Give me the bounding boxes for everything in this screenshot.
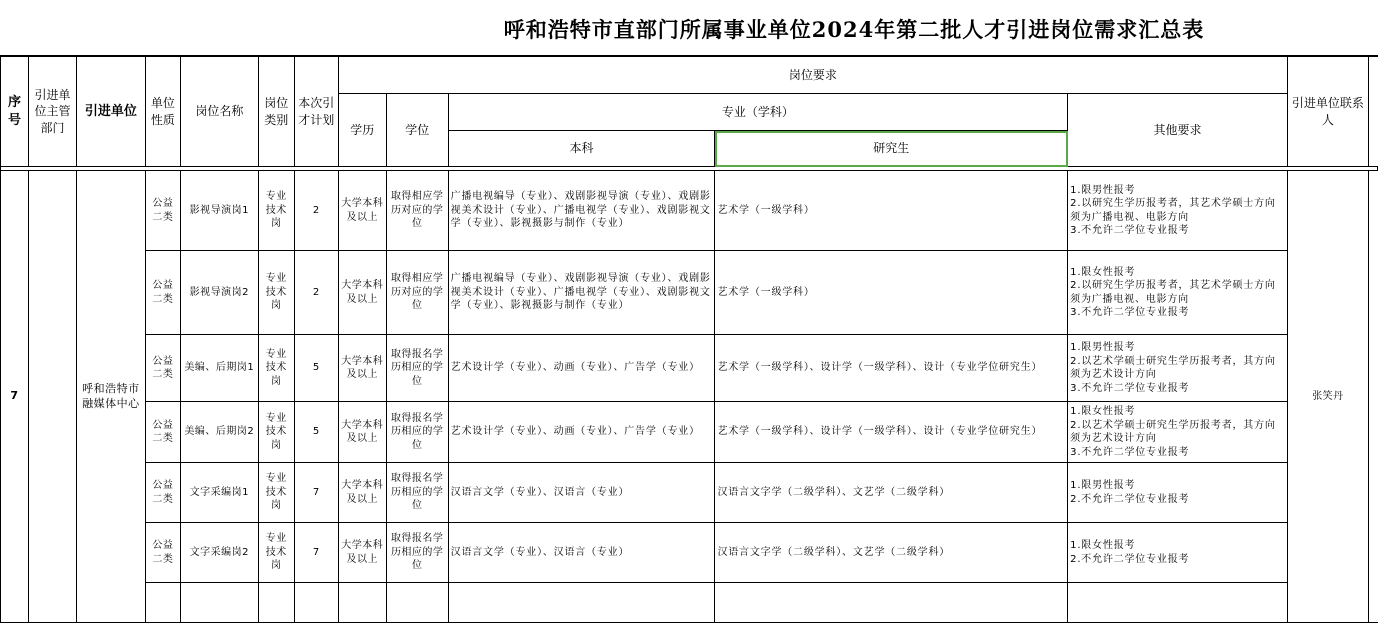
table-row [1,402,1378,463]
education-cell[interactable]: 大学本科及以上 [338,463,386,523]
degree-cell[interactable]: 取得报名学历相应的学位 [386,335,448,402]
other-line: 1.限女性报考 [1070,406,1136,417]
other-cell[interactable] [1068,335,1288,402]
dept-cell[interactable] [28,171,76,623]
edge-cell [1368,171,1377,623]
bachelor-cell[interactable]: 广播电视编导（专业）、戏剧影视导演（专业）、戏剧影视美术设计（专业）、广播电视学（专业）、戏剧影视文学（专业）、影视摄影与制作（专业） [448,251,715,335]
plan-cell[interactable]: 5 [294,335,338,402]
post-name-cell[interactable]: 美编、后期岗2 [180,402,258,463]
header-degree: 学位 [386,94,448,167]
other-line: 2.以艺术学硕士研究生学历报考者，其方向须为艺术设计方向 [1070,355,1276,380]
post-name-cell[interactable]: 文字采编岗2 [180,523,258,583]
other-line: 3.不允许二学位专业报考 [1070,307,1190,318]
nature-cell[interactable]: 公益二类 [145,335,180,402]
other-line: 1.限女性报考 [1070,540,1136,551]
other-line: 2.不允许二学位专业报考 [1070,553,1190,565]
post-name-cell[interactable]: 影视导演岗2 [180,251,258,335]
post-type-cell[interactable]: 专业技术岗 [258,251,294,335]
bachelor-cell[interactable]: 汉语言文学（专业）、汉语言（专业） [448,463,715,523]
header-contact: 引进单位联系人 [1287,57,1368,167]
post-type-cell[interactable]: 专业技术岗 [258,335,294,402]
table-row [1,523,1378,583]
other-cell[interactable] [1068,171,1288,251]
post-type-cell[interactable]: 专业技术岗 [258,171,294,251]
degree-cell[interactable]: 取得报名学历相应的学位 [386,463,448,523]
education-cell[interactable]: 大学本科及以上 [338,335,386,402]
recruitment-table [0,56,1378,623]
empty-cell[interactable] [1068,583,1288,623]
education-cell[interactable]: 大学本科及以上 [338,402,386,463]
empty-cell[interactable] [338,583,386,623]
nature-cell[interactable]: 公益二类 [145,171,180,251]
table-row [1,171,1378,251]
education-cell[interactable]: 大学本科及以上 [338,251,386,335]
nature-cell[interactable]: 公益二类 [145,402,180,463]
nature-cell[interactable]: 公益二类 [145,523,180,583]
post-name-cell[interactable]: 文字采编岗1 [180,463,258,523]
empty-cell[interactable] [294,583,338,623]
header-bachelor[interactable]: 本科 [448,131,715,167]
header-plan: 本次引才计划 [294,57,338,167]
empty-cell[interactable] [145,583,180,623]
bachelor-cell[interactable]: 艺术设计学（专业）、动画（专业）、广告学（专业） [448,402,715,463]
edge-cell [1368,57,1377,167]
other-line: 2.以研究生学历报考者，其艺术学硕士方向须为广播电视、电影方向 [1070,198,1276,223]
other-line: 2.不允许二学位专业报考 [1070,493,1190,505]
graduate-cell[interactable]: 艺术学（一级学科）、设计学（一级学科）、设计（专业学位研究生） [715,402,1068,463]
post-type-cell[interactable]: 专业技术岗 [258,523,294,583]
other-line: 3.不允许二学位专业报考 [1070,225,1190,236]
graduate-cell[interactable]: 艺术学（一级学科） [715,251,1068,335]
table-row [1,583,1378,623]
other-cell[interactable] [1068,251,1288,335]
empty-cell[interactable] [448,583,715,623]
other-line: 3.不允许二学位专业报考 [1070,446,1190,458]
degree-cell[interactable]: 取得报名学历相应的学位 [386,402,448,463]
other-cell[interactable] [1068,523,1288,583]
other-line: 2.以研究生学历报考者，其艺术学硕士方向须为广播电视、电影方向 [1070,280,1276,305]
other-line: 2.以艺术学硕士研究生学历报考者，其方向须为艺术设计方向 [1070,419,1276,444]
nature-cell[interactable]: 公益二类 [145,463,180,523]
graduate-cell[interactable]: 艺术学（一级学科） [715,171,1068,251]
table-row [1,335,1378,402]
degree-cell[interactable]: 取得报名学历相应的学位 [386,523,448,583]
graduate-cell[interactable]: 汉语言文字学（二级学科）、文艺学（二级学科） [715,463,1068,523]
post-name-cell[interactable]: 影视导演岗1 [180,171,258,251]
empty-cell[interactable] [715,583,1068,623]
other-cell[interactable] [1068,463,1288,523]
plan-cell[interactable]: 7 [294,463,338,523]
post-type-cell[interactable]: 专业技术岗 [258,463,294,523]
other-line: 1.限女性报考 [1070,266,1136,278]
contact-cell[interactable]: 张笑丹 [1287,171,1368,623]
header-post-name: 岗位名称 [180,57,258,167]
graduate-cell[interactable]: 艺术学（一级学科）、设计学（一级学科）、设计（专业学位研究生） [715,335,1068,402]
post-name-cell[interactable]: 美编、后期岗1 [180,335,258,402]
bachelor-cell[interactable]: 广播电视编导（专业）、戏剧影视导演（专业）、戏剧影视美术设计（专业）、广播电视学（专业）、戏剧影视文学（专业）、影视摄影与制作（专业） [448,171,715,251]
degree-cell[interactable]: 取得相应学历对应的学位 [386,251,448,335]
plan-cell[interactable]: 2 [294,171,338,251]
header-requirements: 岗位要求 [338,57,1287,94]
unit-cell[interactable]: 呼和浩特市融媒体中心 [76,171,145,623]
degree-cell[interactable]: 取得相应学历对应的学位 [386,171,448,251]
page-title: 呼和浩特市直部门所属事业单位2024年第二批人才引进岗位需求汇总表 [503,17,1205,42]
table-row [1,463,1378,523]
bachelor-cell[interactable]: 汉语言文学（专业）、汉语言（专业） [448,523,715,583]
header-nature: 单位性质 [145,57,180,167]
header-education: 学历 [338,94,386,167]
education-cell[interactable]: 大学本科及以上 [338,523,386,583]
plan-cell[interactable]: 7 [294,523,338,583]
header-post-type: 岗位类别 [258,57,294,167]
bachelor-cell[interactable]: 艺术设计学（专业）、动画（专业）、广告学（专业） [448,335,715,402]
empty-cell[interactable] [258,583,294,623]
header-graduate[interactable]: 研究生 [715,131,1068,167]
empty-cell[interactable] [180,583,258,623]
post-type-cell[interactable]: 专业技术岗 [258,402,294,463]
header-seq: 序号 [1,57,29,167]
plan-cell[interactable]: 5 [294,402,338,463]
other-line: 1.限男性报考 [1070,480,1136,491]
header-other: 其他要求 [1068,94,1288,167]
nature-cell[interactable]: 公益二类 [145,251,180,335]
education-cell[interactable]: 大学本科及以上 [338,171,386,251]
other-line: 1.限男性报考 [1070,184,1136,196]
header-unit: 引进单位 [76,57,145,167]
header-major: 专业（学科） [448,94,1067,131]
empty-cell[interactable] [386,583,448,623]
other-line: 3.不允许二学位专业报考 [1070,382,1190,394]
seq-cell[interactable]: 7 [1,171,29,623]
other-line: 1.限男性报考 [1070,342,1136,353]
table-row [1,251,1378,335]
header-dept: 引进单位主管部门 [28,57,76,167]
plan-cell[interactable]: 2 [294,251,338,335]
graduate-cell[interactable]: 汉语言文字学（二级学科）、文艺学（二级学科） [715,523,1068,583]
other-cell[interactable] [1068,402,1288,463]
